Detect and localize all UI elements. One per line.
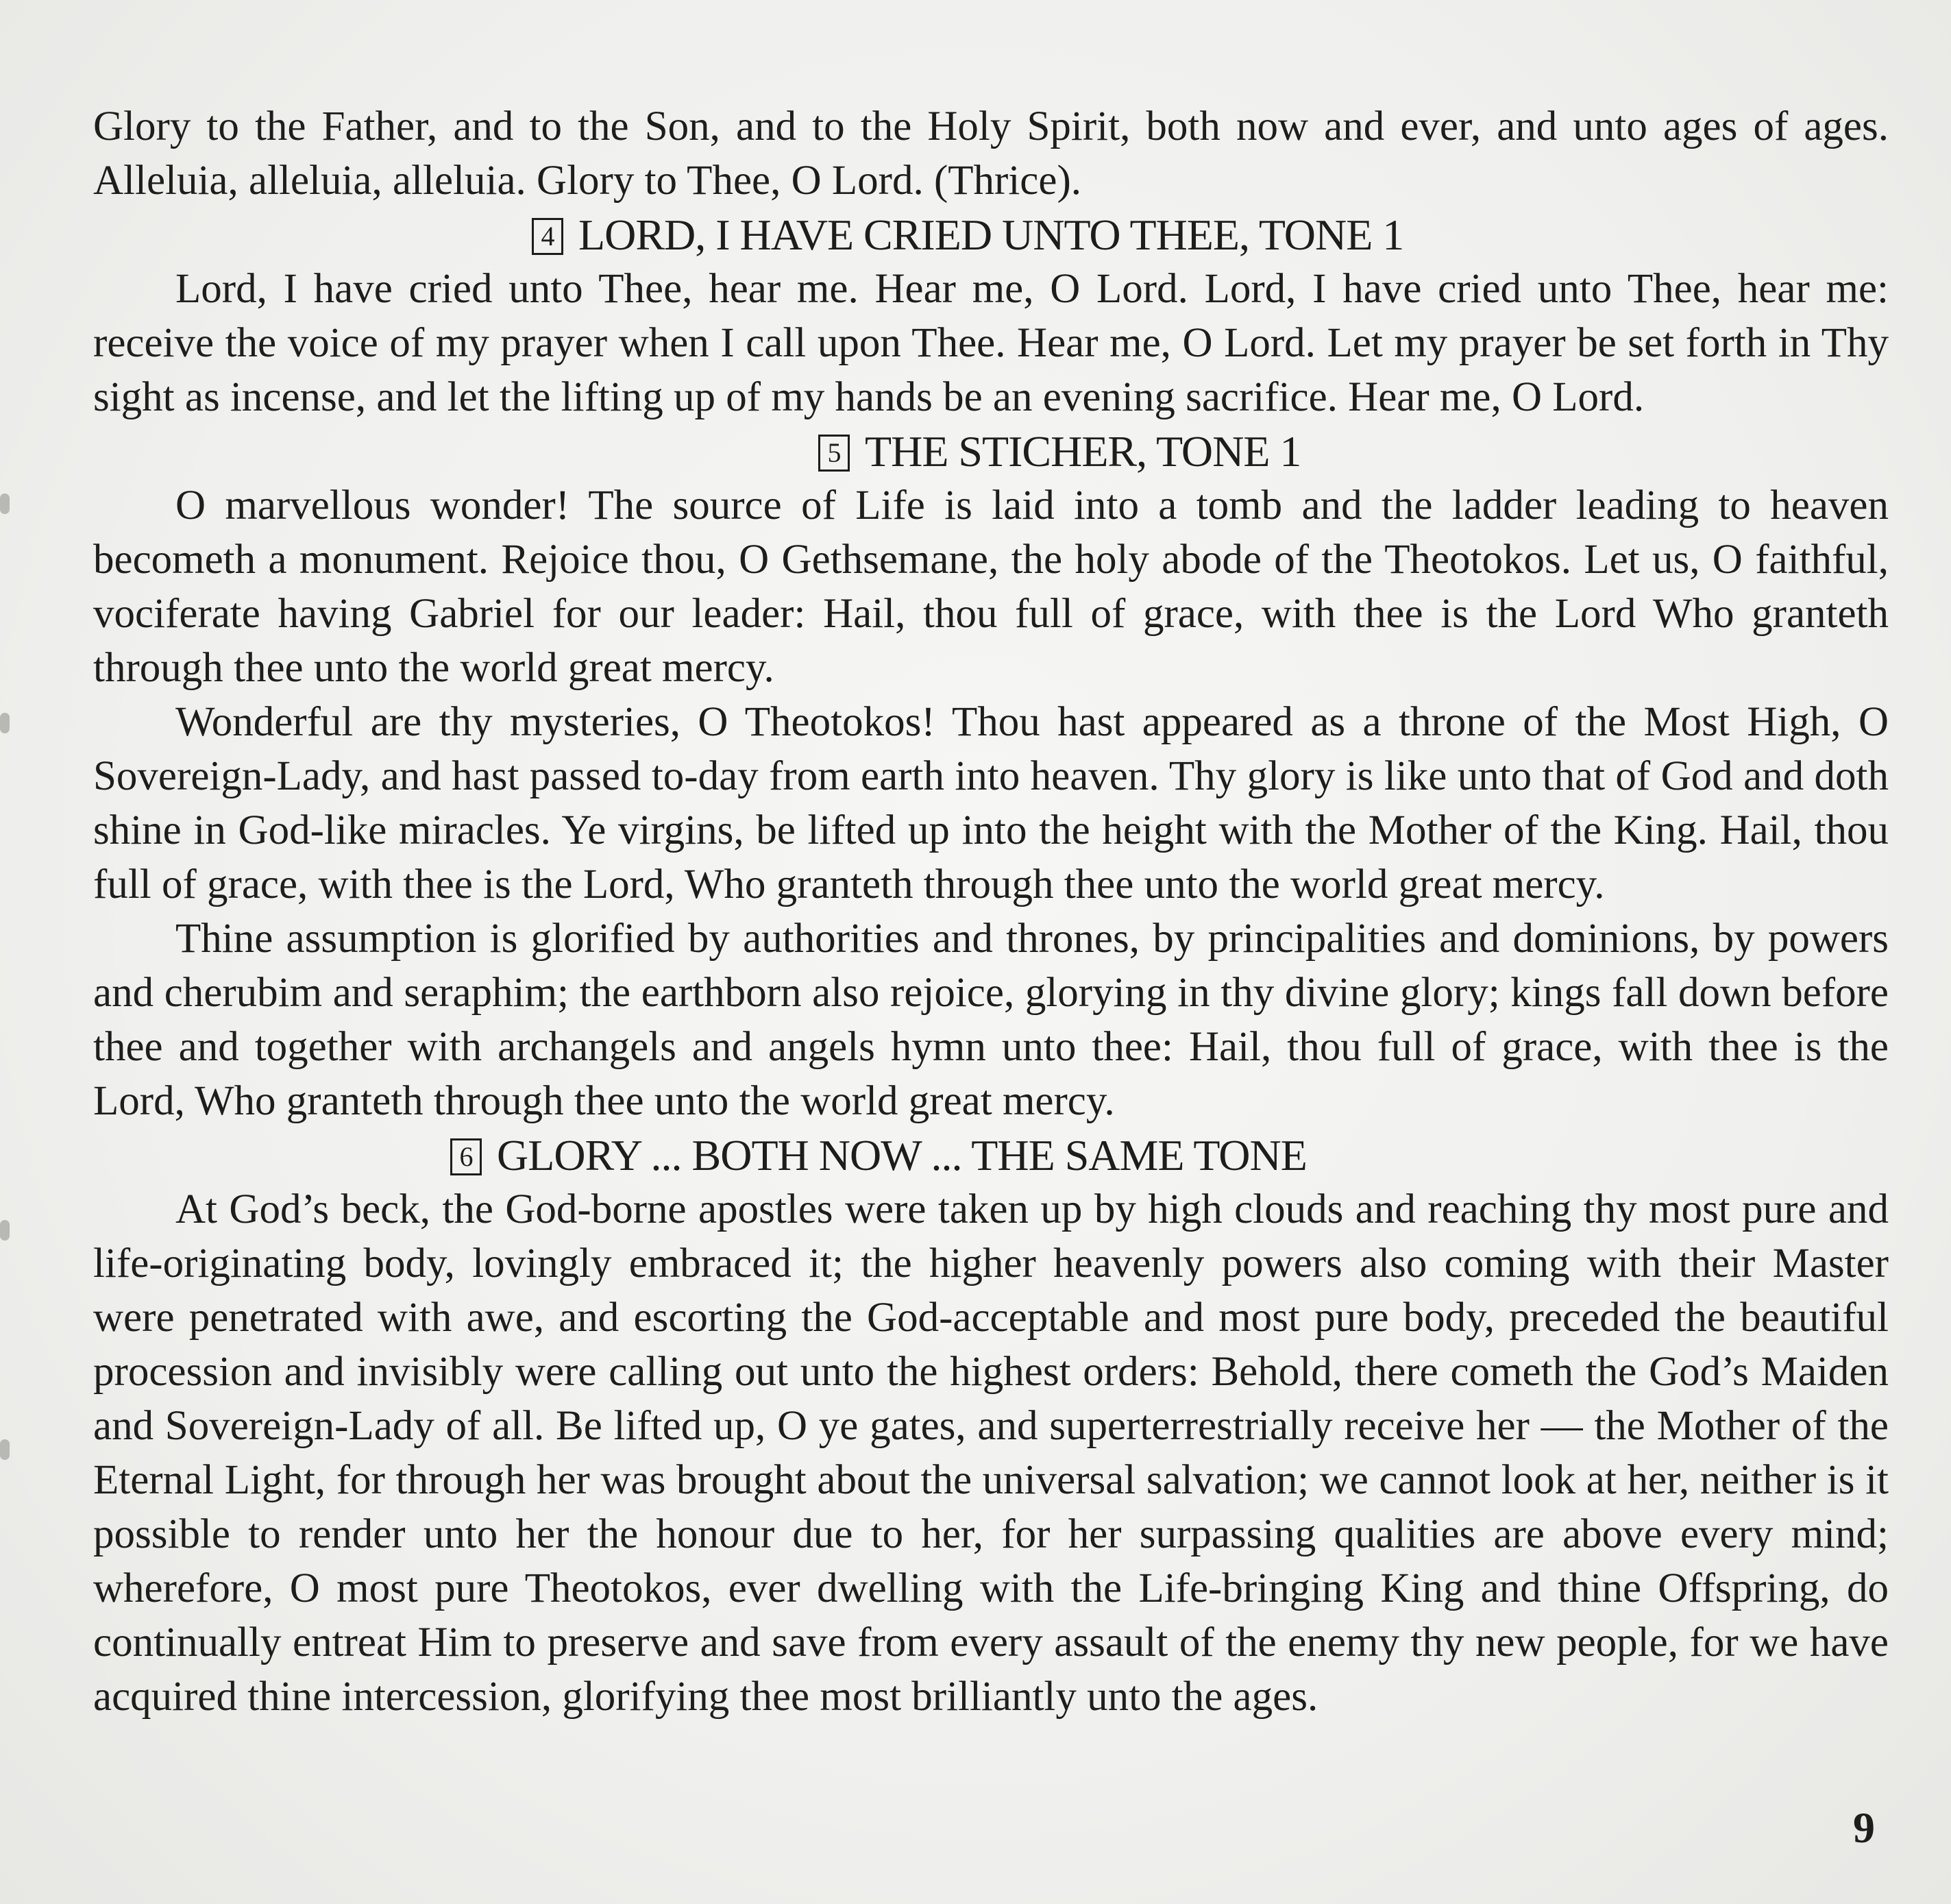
intro-doxology: Glory to the Father, and to the Son, and to the Holy Spirit, both now and ever, and unto ages of ages. Alleluia, alleluia, alleluia. Glory to Thee, O Lord. (Thrice). [93,103,1889,204]
section-heading-6 [93,1128,1889,1182]
section-5-paragraph: O marvellous wonder! The source of Life is laid into a tomb and the ladder leading to heaven becometh a monument. Rejoice thou, O Gethsemane, the holy abode of the Theotokos. Let us, O faithful, vociferate having Gabriel for our leader: Hail, thou full of grace, with thee is the Lord Who granteth through thee unto the world great mercy. [93,483,1889,691]
section-5-paragraph: Wonderful are thy mysteries, O Theotokos! Thou hast appeared as a throne of the Most High, O Sovereign-Lady, and hast passed to-day from earth into heaven. Thy glory is like unto that of God and doth shine in God-like miracles. Ye virgins, be lifted up into the height with the Mother of the King. Hail, thou full of grace, with thee is the Lord, Who granteth through thee unto the world great mercy. [93,699,1889,907]
section-6-paragraph: At God’s beck, the God-borne apostles were taken up by high clouds and reaching thy most pure and life-originating body, lovingly embraced it; the higher heavenly powers also coming with their Master were penetrated with awe, and escorting the God-acceptable and most pure body, preceded the beautiful procession and invisibly were calling out unto the highest orders: Behold, there cometh the God’s Maiden and Sovereign-Lady of all. Be lifted up, O ye gates, and superterrestrially receive her — the Mother of the Eternal Light, for through her was brought about the universal salvation; we cannot look at her, neither is it possible to render unto her the honour due to her, for her surpassing qualities are above every mind; wherefore, O most pure Theotokos, ever dwelling with the Life-bringing King and thine Offspring, do continually entreat Him to preserve and save from every assault of the enemy thy new people, for we have acquired thine intercession, glorifying thee most brilliantly unto the ages. [93,1186,1889,1720]
binding-hole-mark [0,713,10,733]
page-text [93,99,1889,1724]
section-heading-4 [93,208,1889,262]
section-number-box: 6 [450,1138,482,1175]
section-title: GLORY ... BOTH NOW ... THE SAME TONE [497,1131,1307,1180]
binding-hole-mark [0,493,10,514]
section-title: LORD, I HAVE CRIED UNTO THEE, TONE 1 [578,210,1404,259]
section-heading-5 [93,424,1889,478]
binding-hole-mark [0,1220,10,1241]
section-title: THE STICHER, TONE 1 [865,427,1301,476]
binding-hole-mark [0,1439,10,1460]
section-4-paragraph: Lord, I have cried unto Thee, hear me. Hear me, O Lord. Lord, I have cried unto Thee, hear me: receive the voice of my prayer when I call upon Thee. Hear me, O Lord. Let my prayer be set forth in Thy sight as incense, and let the lifting up of my hands be an evening sacrifice. Hear me, O Lord. [93,266,1889,420]
section-5-paragraph: Thine assumption is glorified by authorities and thrones, by principalities and dominions, by powers and cherubim and seraphim; the earthborn also rejoice, glorying in thy divine glory; kings fall down before thee and together with archangels and angels hymn unto thee: Hail, thou full of grace, with thee is the Lord, Who granteth through thee unto the world great mercy. [93,916,1889,1124]
section-number-box: 5 [818,435,850,472]
section-number-box: 4 [532,218,563,255]
page-number: 9 [1853,1803,1875,1852]
